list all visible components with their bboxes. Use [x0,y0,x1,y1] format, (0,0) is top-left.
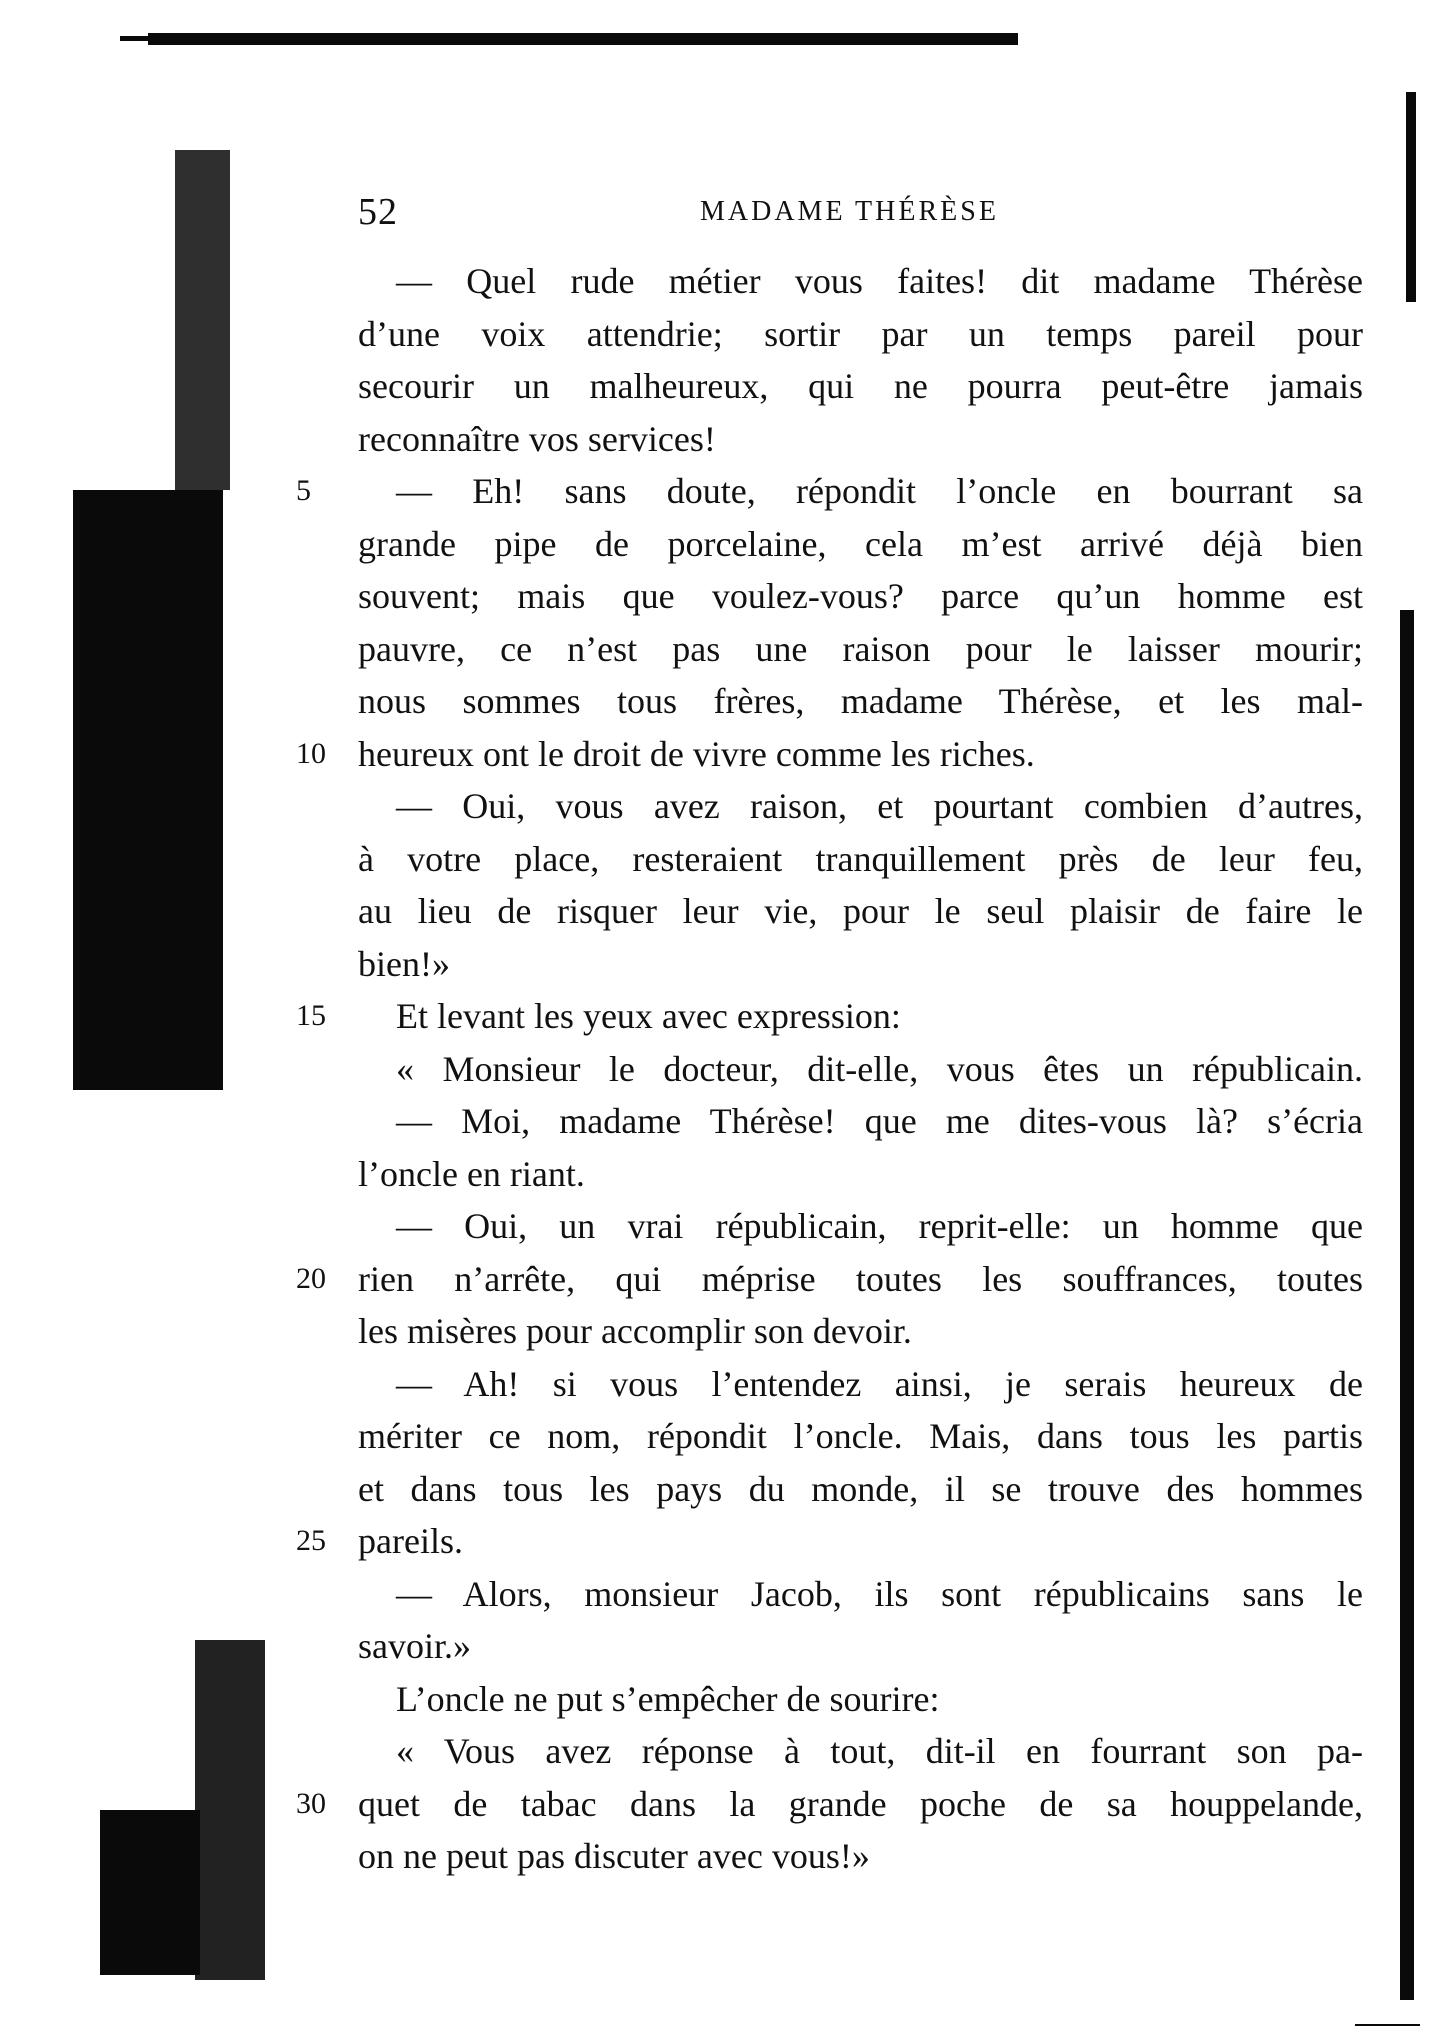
page-number: 52 [358,191,398,233]
text-line [358,1043,1363,1096]
text-line [358,1463,1363,1516]
text-line [358,623,1363,676]
line-number: 25 [296,1524,326,1557]
text-line [358,1725,1363,1778]
scan-top-bar [148,33,1018,45]
line-text: et dans tous les pays du monde, il se trouve des hommes [358,1468,1363,1509]
scan-left-strip-mid [150,760,210,1080]
text-line [296,1253,1363,1306]
line-text: nous sommes tous frères, madame Thérèse, et les mal- [358,681,1363,721]
text-line [296,1778,1363,1831]
text-line [358,413,1363,466]
line-text: « Vous avez réponse à tout, dit-il en fourrant son pa- [396,1731,1363,1771]
line-text: Et levant les yeux avec expression: [396,996,901,1036]
line-text: grande pipe de porcelaine, cela m’est arrivé déjà bien [358,523,1363,564]
text-line [358,308,1363,361]
scan-left-strip-upper [175,150,230,490]
line-text: les misères pour accomplir son devoir. [358,1311,912,1351]
text-line [358,1358,1363,1411]
line-text: pareils. [358,1521,463,1561]
line-text: — Eh! sans doute, répondit l’oncle en bourrant sa [396,471,1363,511]
text-line [358,360,1363,413]
scan-top-bar-thin [120,36,150,41]
line-text: secourir un malheureux, qui ne pourra peut-être jamais [358,366,1363,406]
text-line [296,990,1363,1043]
line-text: bien!» [358,943,450,984]
line-text: heureux ont le droit de vivre comme les riches. [358,733,1035,774]
text-line [296,465,1363,518]
line-text: on ne peut pas discuter avec vous!» [358,1836,870,1876]
text-line [358,570,1363,623]
text-line [358,1095,1363,1148]
line-text: — Alors, monsieur Jacob, ils sont républicains sans le [396,1573,1363,1614]
text-line [296,1515,1363,1568]
line-text: — Oui, un vrai républicain, reprit-elle: un homme que [396,1206,1363,1246]
line-text: quet de tabac dans la grande poche de sa houppelande, [358,1783,1363,1824]
line-text: l’oncle en riant. [358,1153,585,1194]
text-line [358,1568,1363,1621]
text-line [358,1620,1363,1673]
line-text: au lieu de risquer leur vie, pour le seul plaisir de faire le [358,891,1363,931]
text-line [358,255,1363,308]
line-number: 5 [296,474,311,507]
line-text: L’oncle ne put s’empêcher de sourire: [396,1678,940,1719]
line-text: « Monsieur le docteur, dit-elle, vous êtes un républicain. [396,1048,1363,1089]
line-number: 20 [296,1261,326,1295]
running-title: MADAME THÉRÈSE [700,196,999,227]
scan-right-strip-long [1400,610,1414,2000]
line-text: d’une voix attendrie; sortir par un temps pareil pour [358,313,1363,354]
line-text: — Quel rude métier vous faites! dit madame Thérèse [396,261,1363,301]
line-text: pauvre, ce n’est pas une raison pour le laisser mourir; [358,628,1363,669]
line-text: mériter ce nom, répondit l’oncle. Mais, dans tous les partis [358,1416,1363,1456]
text-line [358,780,1363,833]
text-line [358,675,1363,728]
scan-right-strip-top [1406,92,1416,302]
line-text: — Moi, madame Thérèse! que me dites-vous là? s’écria [396,1101,1363,1141]
line-text: reconnaître vos services! [358,418,716,459]
scan-left-bottom-foot [100,1810,200,1975]
body-text [296,255,1363,1883]
text-line [358,833,1363,886]
scan-right-bottom-line [1355,2024,1420,2026]
line-text: — Oui, vous avez raison, et pourtant combien d’autres, [396,786,1363,826]
text-line [358,1673,1363,1726]
text-line [358,938,1363,991]
line-text: — Ah! si vous l’entendez ainsi, je serais heureux de [396,1363,1363,1404]
line-number: 10 [296,736,326,770]
line-text: rien n’arrête, qui méprise toutes les souffrances, toutes [358,1258,1363,1299]
line-text: savoir.» [358,1626,471,1666]
text-line [358,1305,1363,1358]
text-line [358,518,1363,571]
line-number: 15 [296,999,326,1032]
line-number: 30 [296,1786,326,1820]
text-line [358,1148,1363,1201]
text-line [358,1410,1363,1463]
text-line [358,1830,1363,1883]
line-text: souvent; mais que voulez-vous? parce qu’un homme est [358,576,1363,616]
text-line [358,1200,1363,1253]
text-line [358,885,1363,938]
text-line [296,728,1363,781]
line-text: à votre place, resteraient tranquillement près de leur feu, [358,838,1363,879]
scan-left-bottom-block [195,1640,265,1980]
